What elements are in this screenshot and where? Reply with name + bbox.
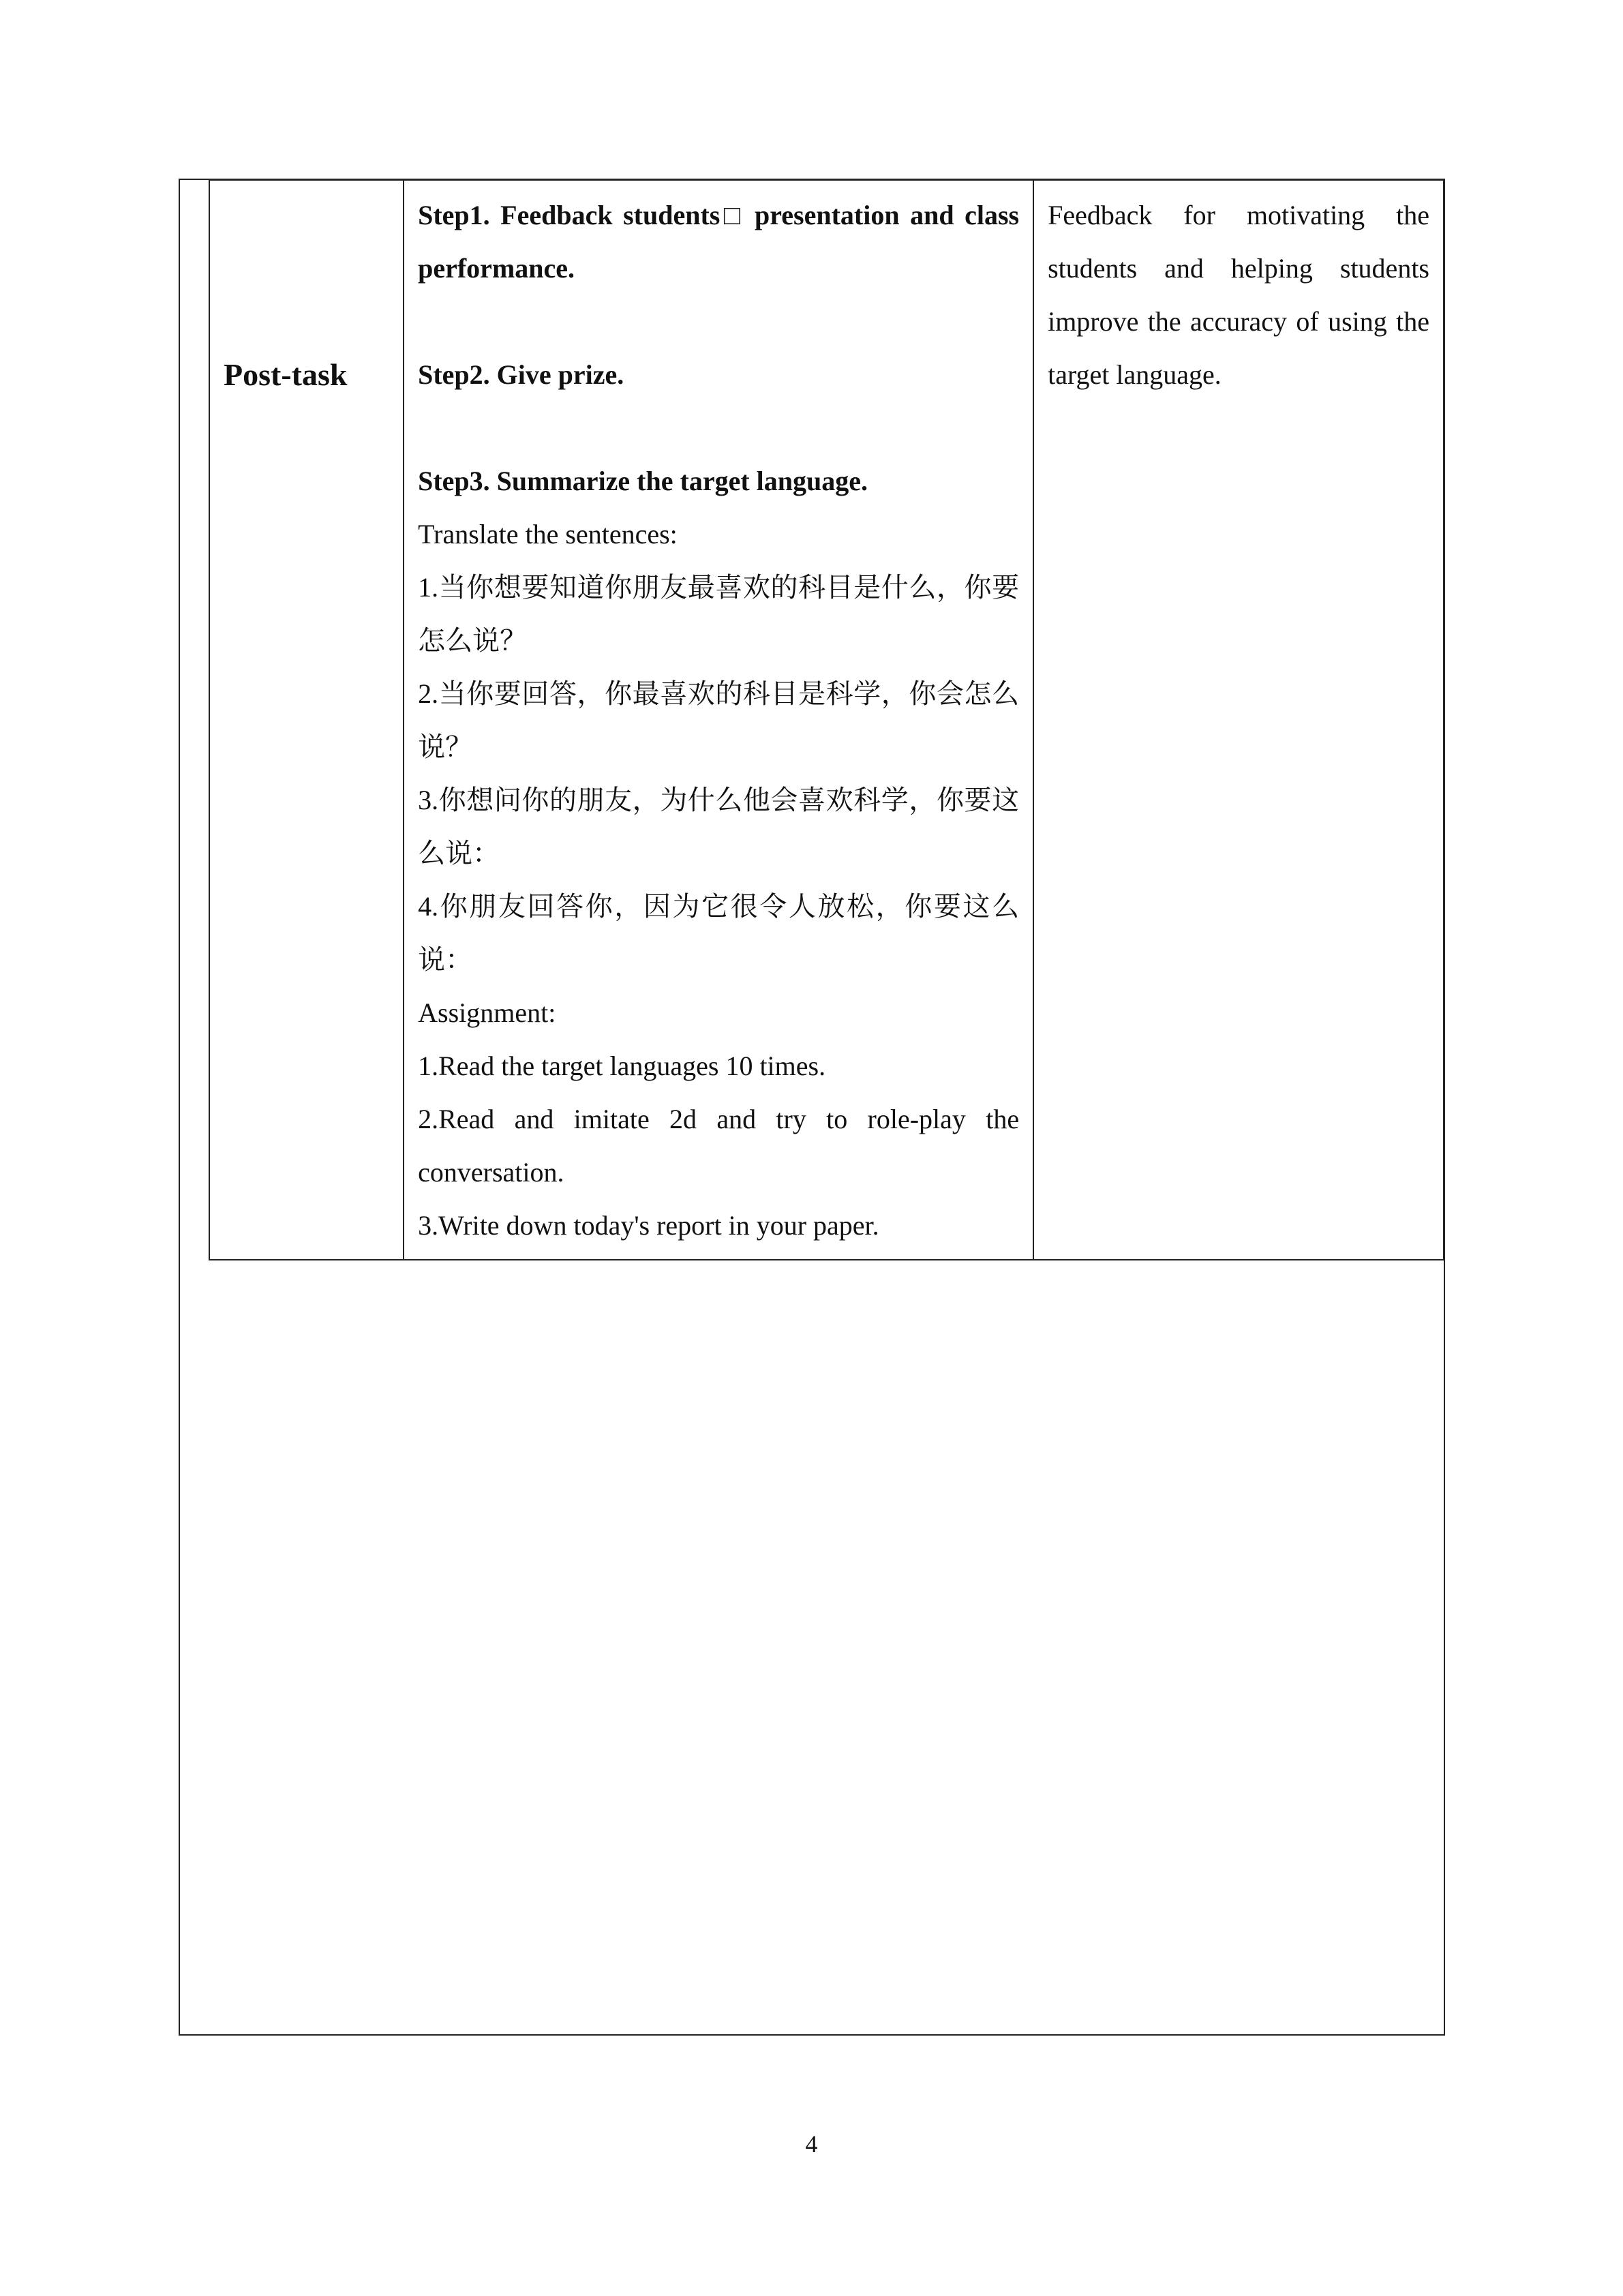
table-row xyxy=(209,180,1444,1260)
step1-text: Step1. Feedback students□ presentation and class performance. xyxy=(418,200,1020,284)
page-number: 4 xyxy=(805,2130,818,2158)
list-item: 1.Read the target languages 10 times. xyxy=(418,1051,826,1081)
list-item: 3.Write down today's report in your paper. xyxy=(418,1210,879,1241)
step3-text: Step3. Summarize the target language. xyxy=(418,466,868,496)
list-item: 3.你想问你的朋友，为什么他会喜欢科学，你要这么说： xyxy=(418,785,1020,868)
list-item: 2.当你要回答，你最喜欢的科目是科学，你会怎么说？ xyxy=(418,678,1020,762)
step2-text: Step2. Give prize. xyxy=(418,359,624,390)
lesson-plan-table xyxy=(209,179,1445,1260)
list-item: 2.Read and imitate 2d and try to role-play the conversation. xyxy=(418,1104,1020,1188)
intent-cell xyxy=(1033,180,1444,1260)
steps-cell xyxy=(404,180,1033,1260)
list-item: 1.当你想要知道你朋友最喜欢的科目是什么，你要怎么说？ xyxy=(418,572,1020,656)
intent-text: Feedback for motivating the students and helping students improve the accuracy of using the target language. xyxy=(1048,200,1429,390)
translate-heading: Translate the sentences: xyxy=(418,519,678,549)
spacer xyxy=(418,402,1019,455)
stage-cell xyxy=(209,180,404,1260)
spacer xyxy=(418,295,1019,348)
list-item: 4.你朋友回答你，因为它很令人放松，你要这么说： xyxy=(418,891,1020,975)
stage-label: Post-task xyxy=(224,357,348,392)
assignment-heading: Assignment: xyxy=(418,997,556,1028)
